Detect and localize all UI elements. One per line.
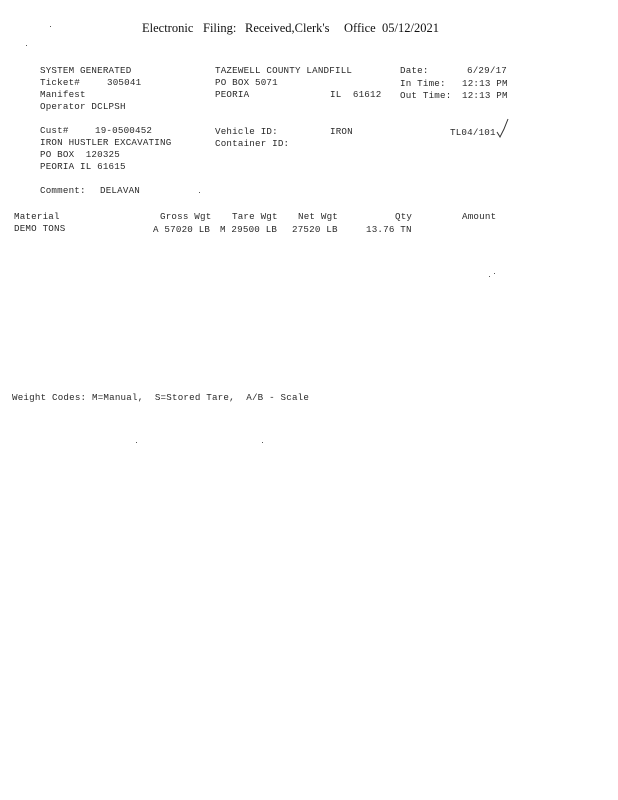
- col-header-net: Net Wgt: [298, 211, 338, 222]
- date-label: Date:: [400, 65, 429, 76]
- header-received: Received,Clerk's: [245, 21, 330, 35]
- vehicle-id-label: Vehicle ID:: [215, 126, 278, 137]
- out-time-label: Out Time:: [400, 90, 452, 101]
- row-qty: 13.76 TN: [366, 224, 412, 235]
- operator: Operator DCLPSH: [40, 101, 126, 112]
- scan-speck: [136, 442, 137, 443]
- col-header-tare: Tare Wgt: [232, 211, 278, 222]
- ticket-label: Ticket#: [40, 77, 80, 88]
- header-filing: Filing:: [203, 21, 237, 35]
- in-time-label: In Time:: [400, 78, 446, 89]
- landfill-city: PEORIA: [215, 89, 250, 100]
- in-time-value: 12:13 PM: [462, 78, 508, 89]
- col-header-gross: Gross Wgt: [160, 211, 212, 222]
- date-value: 6/29/17: [467, 65, 507, 76]
- row-net: 27520 LB: [292, 224, 338, 235]
- landfill-po-box: PO BOX 5071: [215, 77, 278, 88]
- row-material: DEMO TONS: [14, 223, 66, 234]
- scan-speck: [50, 26, 51, 27]
- cust-label: Cust#: [40, 125, 69, 136]
- col-header-amount: Amount: [462, 211, 497, 222]
- manifest-label: Manifest: [40, 89, 86, 100]
- weight-codes: Weight Codes: M=Manual, S=Stored Tare, A/B - Scale: [12, 392, 310, 403]
- system-generated: SYSTEM GENERATED: [40, 65, 132, 76]
- landfill-state-zip: IL 61612: [330, 89, 382, 100]
- cust-number: 19-0500452: [95, 125, 153, 136]
- scan-speck: [494, 273, 495, 274]
- scan-speck: [489, 276, 490, 277]
- header-date: 05/12/2021: [382, 21, 439, 35]
- customer-po-box: PO BOX 120325: [40, 149, 120, 160]
- comment-value: DELAVAN: [100, 185, 140, 196]
- scan-speck: [199, 192, 200, 193]
- vehicle-ref: TL04/101: [450, 127, 496, 138]
- checkmark-scribble: [495, 116, 511, 140]
- ticket-number: 305041: [107, 77, 142, 88]
- header-office: Office: [344, 21, 376, 35]
- header-electronic: Electronic: [142, 21, 194, 35]
- out-time-value: 12:13 PM: [462, 90, 508, 101]
- landfill-name: TAZEWELL COUNTY LANDFILL: [215, 65, 353, 76]
- scan-speck: [26, 45, 27, 46]
- row-gross: A 57020 LB: [153, 224, 211, 235]
- customer-name: IRON HUSTLER EXCAVATING: [40, 137, 172, 148]
- scan-speck: [262, 442, 263, 443]
- customer-city: PEORIA IL 61615: [40, 161, 126, 172]
- comment-label: Comment:: [40, 185, 86, 196]
- col-header-material: Material: [14, 211, 60, 222]
- row-tare: M 29500 LB: [220, 224, 278, 235]
- col-header-qty: Qty: [395, 211, 413, 222]
- vehicle-id-value: IRON: [330, 126, 353, 137]
- container-id-label: Container ID:: [215, 138, 290, 149]
